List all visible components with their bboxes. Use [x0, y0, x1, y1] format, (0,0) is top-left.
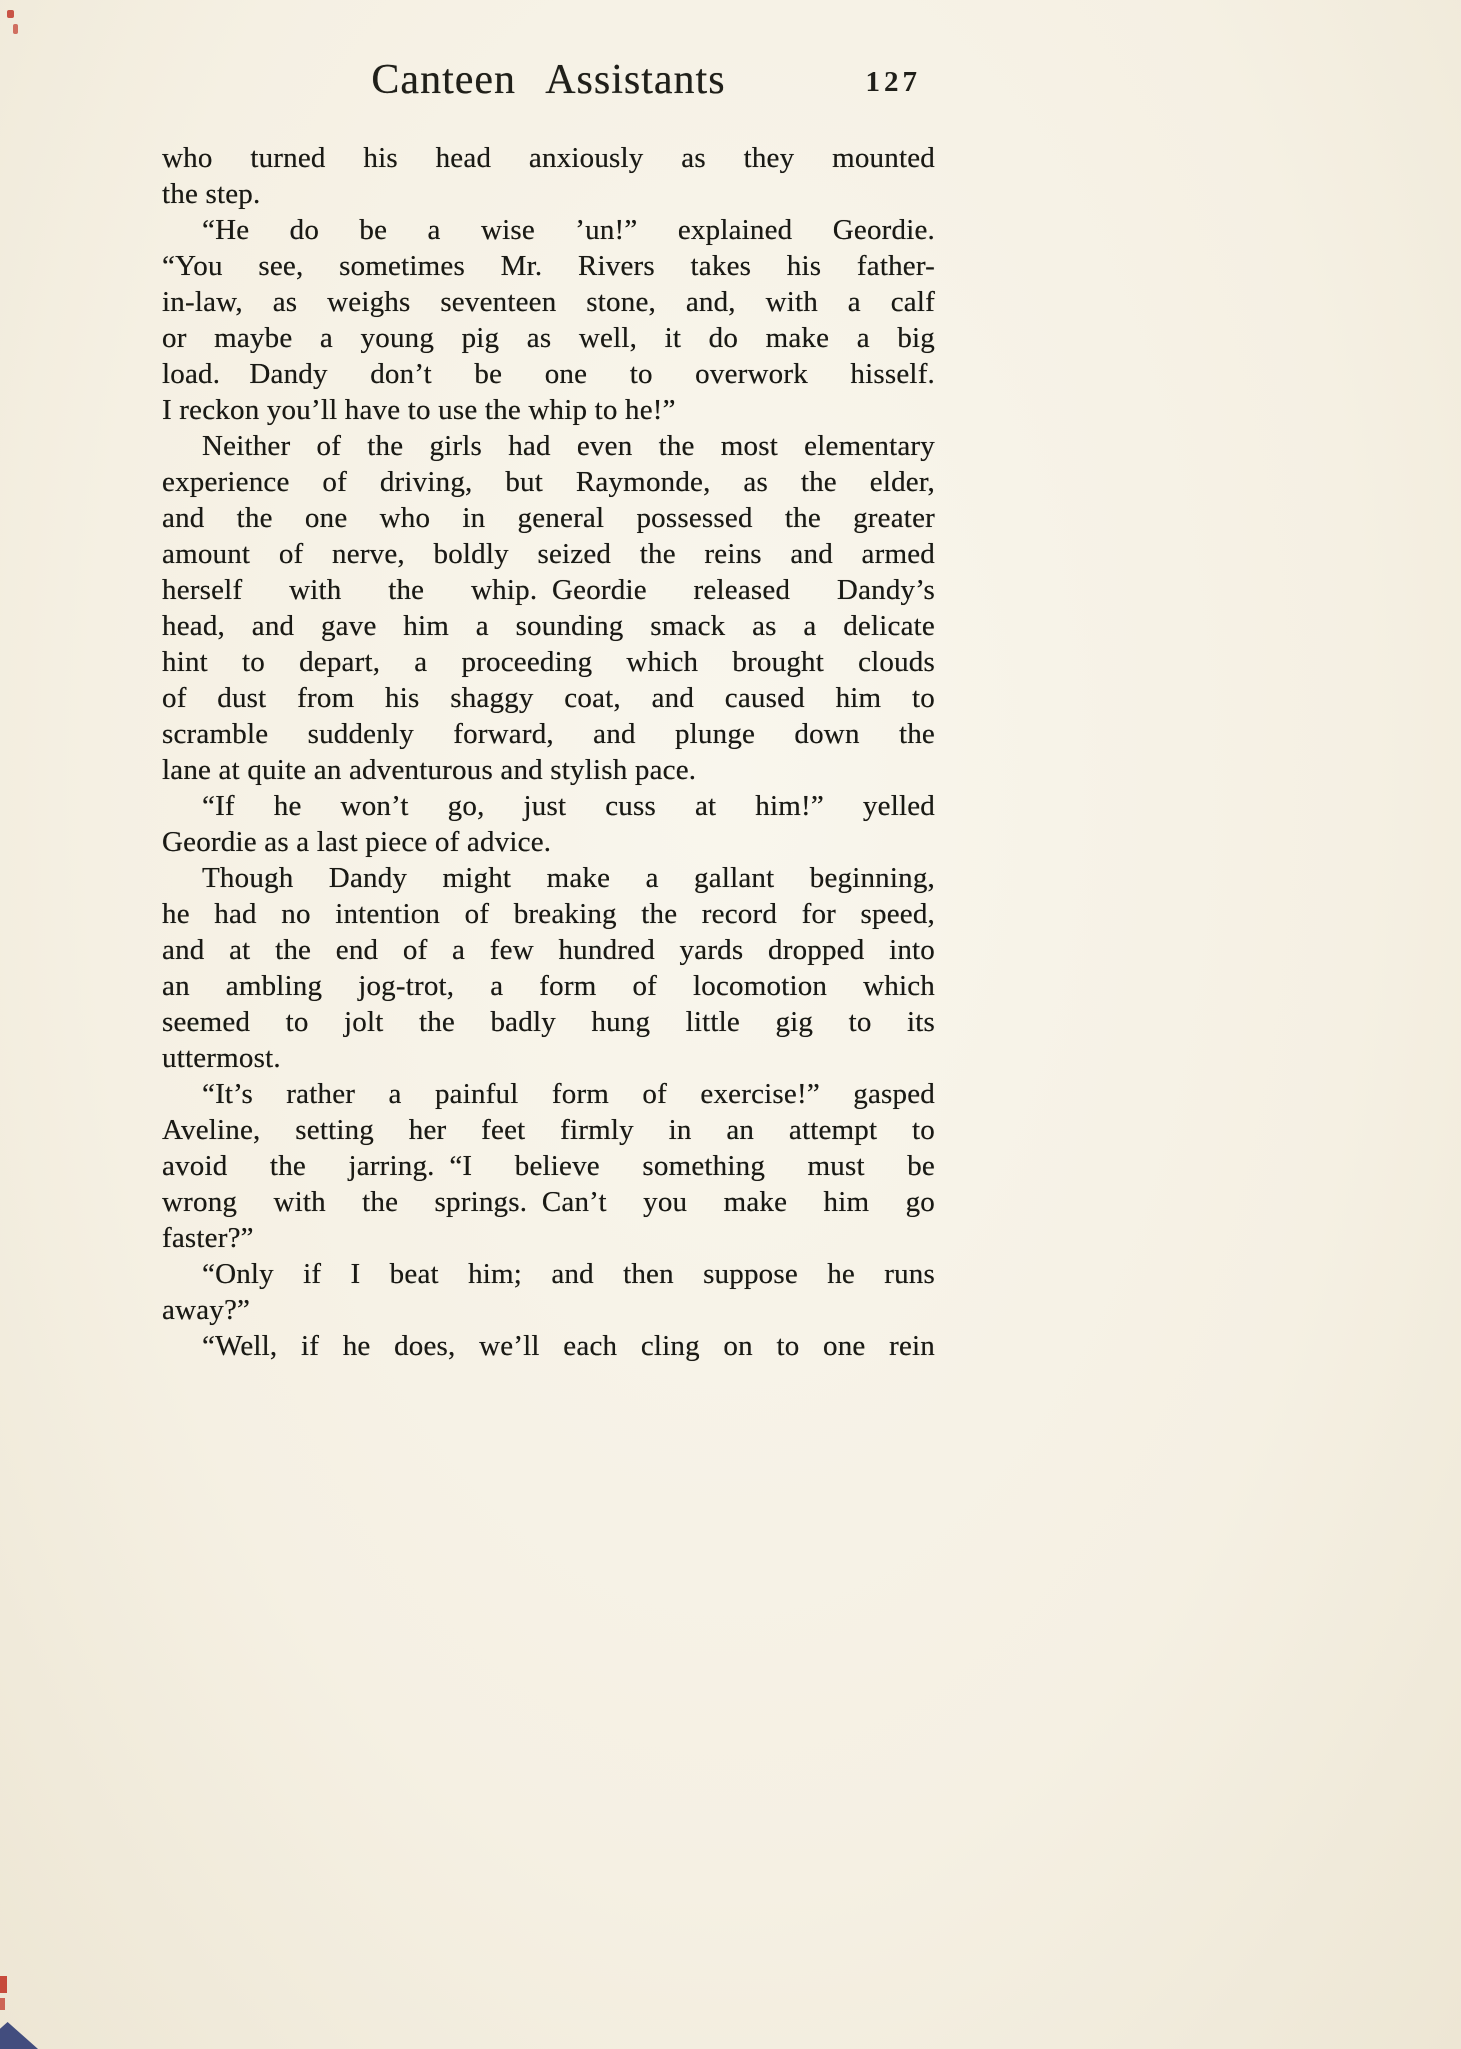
text-line: head, and gave him a sounding smack as a delicate [162, 610, 935, 642]
text-line: faster?” [162, 1222, 254, 1254]
text-line: scramble suddenly forward, and plunge down the [162, 718, 935, 750]
text-line: an ambling jog-trot, a form of locomotion which [162, 970, 935, 1002]
text-line: who turned his head anxiously as they mounted [162, 142, 935, 174]
text-line: experience of driving, but Raymonde, as the elder, [162, 466, 935, 498]
text-line: uttermost. [162, 1042, 281, 1074]
text-line: Aveline, setting her feet firmly in an attempt to [162, 1114, 935, 1146]
text-line: of dust from his shaggy coat, and caused him to [162, 682, 935, 714]
scan-artifact-red-mark-bottom-2 [0, 1998, 5, 2010]
page-number: 127 [865, 66, 921, 98]
text-line: I reckon you’ll have to use the whip to he!” [162, 394, 676, 426]
scan-artifact-red-mark-top-1 [7, 10, 14, 18]
text-line: “Only if I beat him; and then suppose he runs [202, 1258, 935, 1290]
scan-artifact-red-mark-bottom-1 [0, 1976, 7, 1993]
text-line: or maybe a young pig as well, it do make a big [162, 322, 935, 354]
text-line: “You see, sometimes Mr. Rivers takes his father- [162, 250, 935, 282]
text-line: hint to depart, a proceeding which brought clouds [162, 646, 935, 678]
text-line: “He do be a wise ’un!” explained Geordie. [202, 214, 935, 246]
page-title: Canteen Assistants [371, 57, 726, 103]
text-line: and at the end of a few hundred yards dropped into [162, 934, 935, 966]
text-line: avoid the jarring. “I believe something must be [162, 1150, 935, 1182]
text-line: away?” [162, 1294, 251, 1326]
text-line: Geordie as a last piece of advice. [162, 826, 552, 858]
page-content [162, 56, 935, 1364]
text-line: in-law, as weighs seventeen stone, and, with a calf [162, 286, 935, 318]
page-header [162, 56, 935, 140]
text-line: he had no intention of breaking the record for speed, [162, 898, 935, 930]
text-line: “If he won’t go, just cuss at him!” yelled [202, 790, 935, 822]
scan-artifact-blue-corner-mark [0, 2022, 38, 2049]
text-line: wrong with the springs. Can’t you make him go [162, 1186, 935, 1218]
text-line: Neither of the girls had even the most elementary [202, 430, 935, 462]
text-line: and the one who in general possessed the greater [162, 502, 935, 534]
text-line: the step. [162, 178, 261, 210]
text-block [162, 140, 935, 1364]
text-line: load. Dandy don’t be one to overwork hisself. [162, 358, 935, 390]
text-line: Though Dandy might make a gallant beginning, [202, 862, 935, 894]
text-line: seemed to jolt the badly hung little gig to its [162, 1006, 935, 1038]
text-line: amount of nerve, boldly seized the reins and armed [162, 538, 935, 570]
text-line: lane at quite an adventurous and stylish pace. [162, 754, 697, 786]
scan-artifact-red-mark-top-2 [13, 24, 18, 34]
text-line: herself with the whip. Geordie released Dandy’s [162, 574, 935, 606]
text-line: “Well, if he does, we’ll each cling on to one rein [202, 1330, 935, 1362]
text-line: “It’s rather a painful form of exercise!” gasped [202, 1078, 935, 1110]
